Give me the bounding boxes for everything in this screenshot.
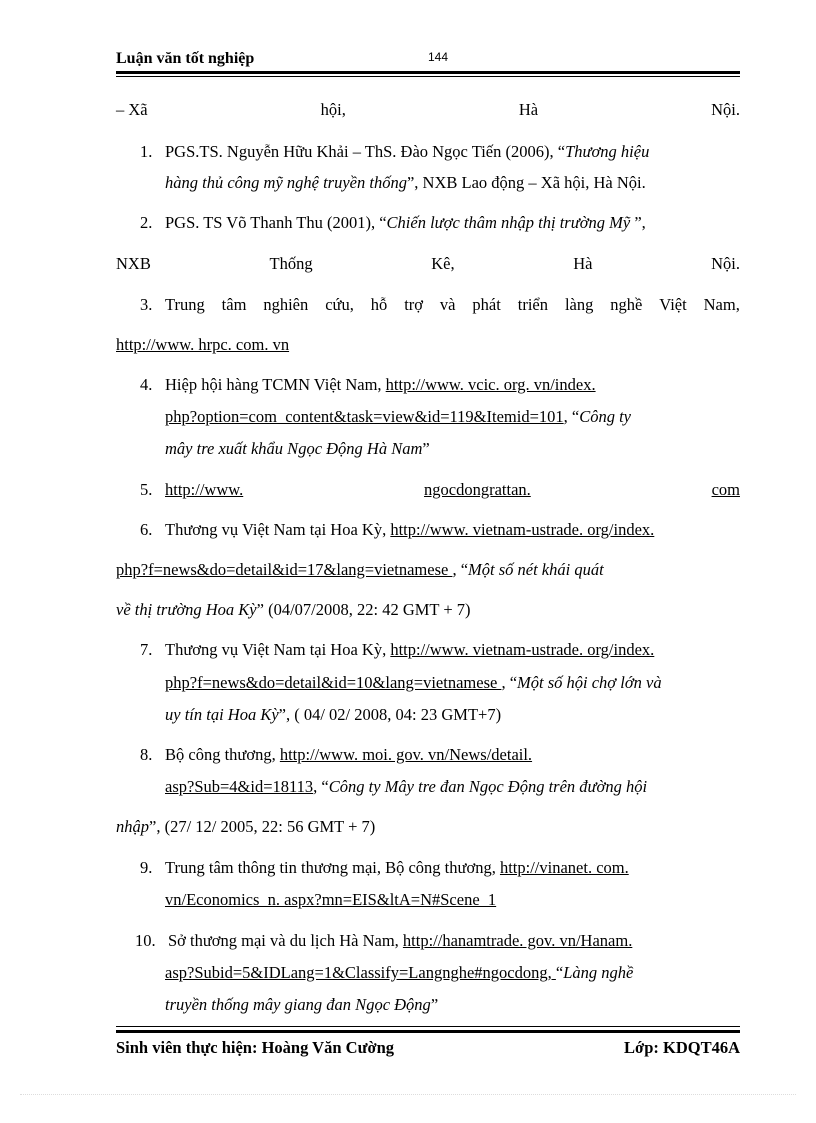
url-link[interactable]: php?f=news&do=detail&id=17&lang=vietnamese: [116, 560, 453, 579]
reference-item-cont: [165, 890, 496, 910]
reference-link[interactable]: [116, 335, 289, 355]
ref-number: 7.: [140, 640, 153, 659]
url-link[interactable]: php?f=news&do=detail&id=10&lang=vietnamese: [165, 673, 502, 692]
reference-item-cont: php?f=news&do=detail&id=10&lang=vietnamese , “Một số hội chợ lớn và: [165, 673, 662, 692]
url-link[interactable]: asp?Subid=5&IDLang=1&Classify=Langnghe#ngocdong,: [165, 963, 556, 982]
ref-number: 8.: [140, 745, 153, 764]
reference-item: Bộ công thương, http://www. moi. gov. vn/News/detail.: [165, 745, 533, 764]
url-link[interactable]: http://www. vietnam-ustrade. org/index.: [390, 520, 655, 539]
reference-item: Trung tâm nghiên cứu, hỗ trợ và phát triển làng nghề Việt Nam,: [165, 295, 740, 314]
reference-item: Trung tâm thông tin thương mại, Bộ công thương, http://vinanet. com.: [165, 858, 629, 877]
url-link[interactable]: asp?Sub=4&id=18113: [165, 777, 314, 796]
page-number: 144: [428, 50, 449, 64]
ref-number: 9.: [140, 858, 153, 877]
reference-item-cont: uy tín tại Hoa Kỳ”, ( 04/ 02/ 2008, 04: 23 GMT+7): [165, 705, 502, 724]
intro-line: – Xã hội, Hà Nội.: [116, 100, 740, 119]
ref-number: 2.: [140, 213, 153, 232]
reference-item-cont: php?option=com_content&task=view&id=119&Itemid=101, “Công ty: [165, 407, 632, 426]
url-link[interactable]: http://hanamtrade. gov. vn/Hanam.: [402, 931, 633, 950]
url-link[interactable]: http://www. moi. gov. vn/News/detail.: [279, 745, 533, 764]
reference-item-cont: php?f=news&do=detail&id=17&lang=vietnamese , “Một số nét khái quát: [116, 560, 604, 579]
footer-rule-thick: [116, 1030, 740, 1033]
reference-item-cont: NXB Thống Kê, Hà Nội.: [116, 254, 740, 273]
reference-item: PGS. TS Võ Thanh Thu (2001), “Chiến lược thâm nhập thị trường Mỹ ”,: [165, 213, 646, 232]
reference-item-cont: mây tre xuất khẩu Ngọc Động Hà Nam”: [165, 439, 430, 458]
url-link[interactable]: vn/Economics_n. aspx?mn=EIS&ltA=N#Scene_1: [165, 890, 497, 909]
reference-item: Hiệp hội hàng TCMN Việt Nam, http://www. vcic. org. vn/index.: [165, 375, 596, 394]
ref-number: 1.: [140, 142, 153, 161]
footer-class: Lớp: KDQT46A: [624, 1038, 740, 1057]
url-link[interactable]: php?option=com_content&task=view&id=119&Itemid=101: [165, 407, 564, 426]
url-link[interactable]: http://www. hrpc. com. vn: [116, 335, 290, 354]
header-rule-thin: [116, 76, 740, 77]
header-rule-thick: [116, 71, 740, 74]
page-header-title: Luận văn tốt nghiệp: [116, 50, 255, 67]
ref-number: 5.: [140, 480, 153, 499]
url-link[interactable]: http://vinanet. com.: [499, 858, 629, 877]
reference-item: Thương vụ Việt Nam tại Hoa Kỳ, http://www. vietnam-ustrade. org/index.: [165, 520, 655, 539]
reference-item: PGS.TS. Nguyễn Hữu Khải – ThS. Đào Ngọc Tiến (2006), “Thương hiệu: [165, 142, 650, 161]
url-link[interactable]: http://www. vietnam-ustrade. org/index.: [390, 640, 655, 659]
ref-number: 10.: [135, 931, 156, 950]
reference-item: Thương vụ Việt Nam tại Hoa Kỳ, http://www. vietnam-ustrade. org/index.: [165, 640, 655, 659]
reference-item-cont: nhập”, (27/ 12/ 2005, 22: 56 GMT + 7): [116, 817, 376, 836]
reference-item: Sở thương mại và du lịch Hà Nam, http://hanamtrade. gov. vn/Hanam.: [168, 931, 633, 950]
footer-student: Sinh viên thực hiện: Hoàng Văn Cường: [116, 1038, 395, 1057]
reference-item-cont: asp?Sub=4&id=18113, “Công ty Mây tre đan Ngọc Động trên đường hội: [165, 777, 648, 796]
reference-item-cont: về thị trường Hoa Kỳ” (04/07/2008, 22: 42 GMT + 7): [116, 600, 471, 619]
ref-number: 3.: [140, 295, 153, 314]
url-link[interactable]: http://www. vcic. org. vn/index.: [385, 375, 596, 394]
ref-number: 4.: [140, 375, 153, 394]
reference-item-cont: asp?Subid=5&IDLang=1&Classify=Langnghe#ngocdong, “Làng nghề: [165, 963, 634, 982]
page-bottom-dotted-border: [20, 1094, 796, 1095]
reference-link[interactable]: http://www. ngocdongrattan. com: [165, 480, 740, 499]
ref-number: 6.: [140, 520, 153, 539]
reference-item-cont: hàng thủ công mỹ nghệ truyền thống”, NXB Lao động – Xã hội, Hà Nội.: [165, 173, 646, 192]
footer-rule-thin: [116, 1026, 740, 1027]
reference-item-cont: truyền thống mây giang đan Ngọc Động”: [165, 995, 439, 1014]
